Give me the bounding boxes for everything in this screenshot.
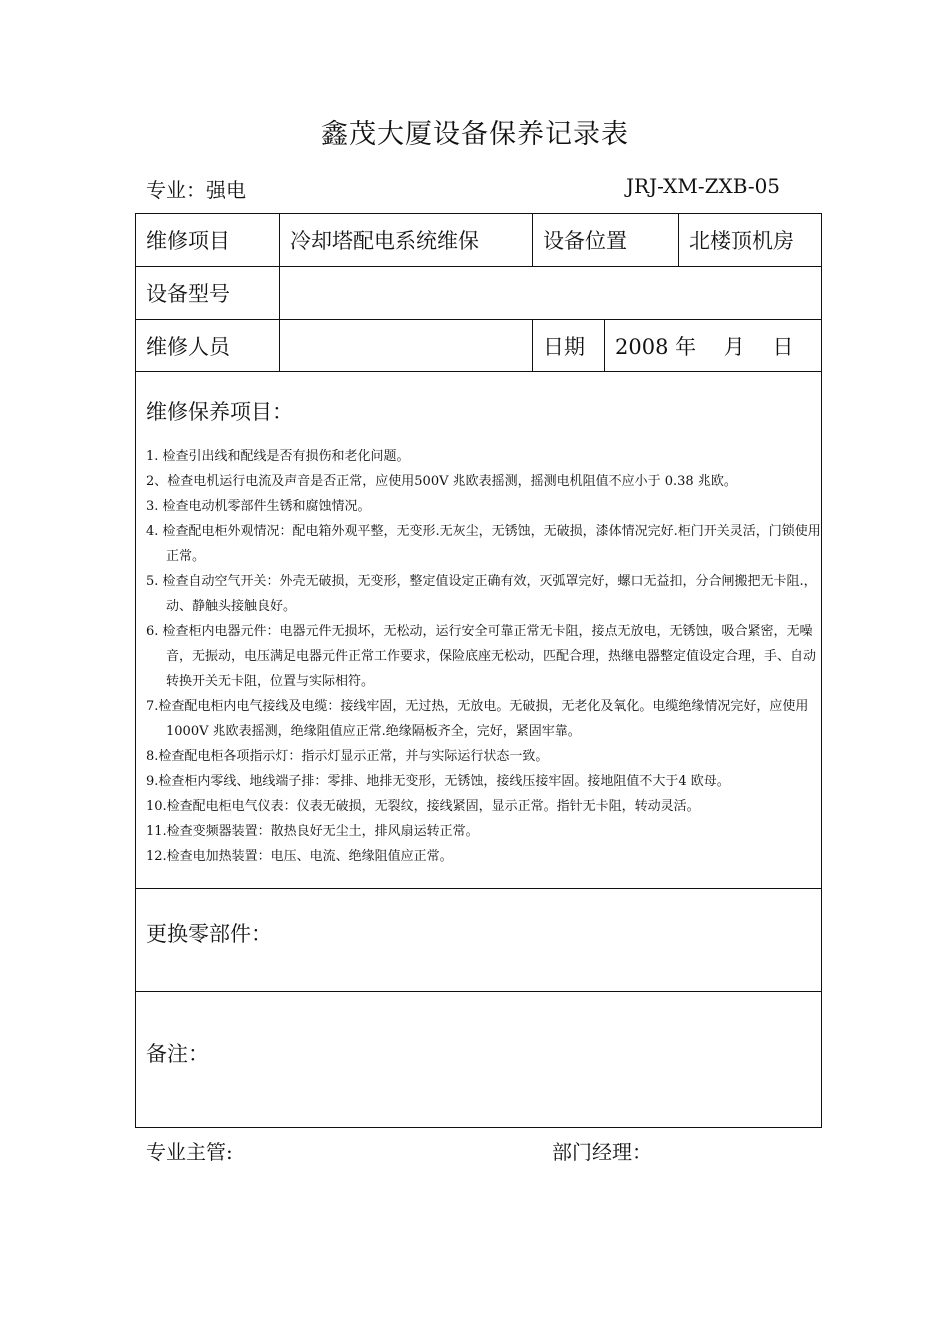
replaced-parts-section[interactable] — [136, 889, 822, 992]
model-value[interactable] — [280, 267, 822, 320]
list-item: 1. 检查引出线和配线是否有损伤和老化问题。 — [146, 448, 410, 464]
table-row — [136, 992, 822, 1128]
repair-item-label: 维修项目 — [136, 214, 280, 267]
list-item: 5. 检查自动空气开关：外壳无破损，无变形，整定值设定正确有效，灭弧罩完好，螺口无益扣，分合闸搬把无卡阻.，动、静触头接触良好。 — [146, 573, 817, 614]
list-item: 12.检查电加热装置：电压、电流、绝缘阻值应正常。 — [146, 848, 453, 864]
maintenance-record-table — [135, 213, 822, 1128]
list-item: 6. 检查柜内电器元件：电器元件无损坏，无松动，运行安全可靠正常无卡阻，接点无放电，无锈蚀，吸合紧密，无噪音，无振动，电压满足电器元件正常工作要求，保险底座无松动，匹配合理，热继电器整定值设定合理，手、自动转换开关无卡阻，位置与实际相符。 — [146, 623, 817, 689]
list-item: 9.检查柜内零线、地线端子排：零排、地排无变形，无锈蚀，接线压接牢固。接地阻值不大于4 欧母。 — [146, 773, 730, 789]
table-row — [136, 372, 822, 889]
maintenance-items-label: 维修保养项目： — [146, 399, 293, 424]
repair-item-value[interactable]: 冷却塔配电系统维保 — [280, 214, 533, 267]
page-title: 鑫茂大厦设备保养记录表 — [321, 119, 629, 150]
replaced-parts-label: 更换零部件： — [146, 922, 272, 946]
maintenance-items-section — [136, 372, 822, 889]
table-row — [136, 267, 822, 320]
list-item: 3. 检查电动机零部件生锈和腐蚀情况。 — [146, 498, 371, 514]
table-row — [136, 889, 822, 992]
list-item: 11.检查变频器装置：散热良好无尘土，排风扇运转正常。 — [146, 823, 479, 839]
list-item: 8.检查配电柜各项指示灯：指示灯显示正常，并与实际运行状态一致。 — [146, 748, 549, 764]
list-item: 10.检查配电柜电气仪表：仪表无破损，无裂纹，接线紧固，显示正常。指针无卡阻，转动灵活。 — [146, 798, 700, 814]
location-value[interactable]: 北楼顶机房 — [679, 214, 822, 267]
specialty-label: 专业：强电 — [146, 178, 246, 202]
location-label: 设备位置 — [533, 214, 679, 267]
supervisor-signature-label: 专业主管: — [146, 1140, 233, 1164]
model-label: 设备型号 — [136, 267, 280, 320]
manager-signature-label: 部门经理： — [552, 1140, 652, 1164]
list-item: 2、检查电机运行电流及声音是否正常，应使用500V 兆欧表摇测，摇测电机阻值不应小于 0.38 兆欧。 — [146, 473, 737, 489]
list-item: 7.检查配电柜内电气接线及电缆：接线牢固，无过热，无放电。无破损，无老化及氧化。电缆绝缘情况完好，应使用 1000V 兆欧表摇测，绝缘阻值应正常.绝缘隔板齐全，完好，紧固牢靠。 — [146, 698, 809, 739]
staff-label: 维修人员 — [136, 320, 280, 372]
remarks-section[interactable] — [136, 992, 822, 1128]
date-label: 日期 — [533, 320, 605, 372]
staff-value[interactable] — [280, 320, 533, 372]
document-code: JRJ-XM-ZXB-05 — [626, 174, 781, 198]
remarks-label: 备注： — [146, 1041, 209, 1066]
maintenance-items-list — [146, 444, 821, 869]
date-value[interactable]: 2008 年 月 日 — [605, 320, 822, 372]
table-row — [136, 214, 822, 267]
table-row — [136, 320, 822, 372]
list-item: 4. 检查配电柜外观情况：配电箱外观平整，无变形.无灰尘，无锈蚀，无破损，漆体情况完好.柜门开关灵活，门锁使用正常。 — [146, 523, 821, 564]
